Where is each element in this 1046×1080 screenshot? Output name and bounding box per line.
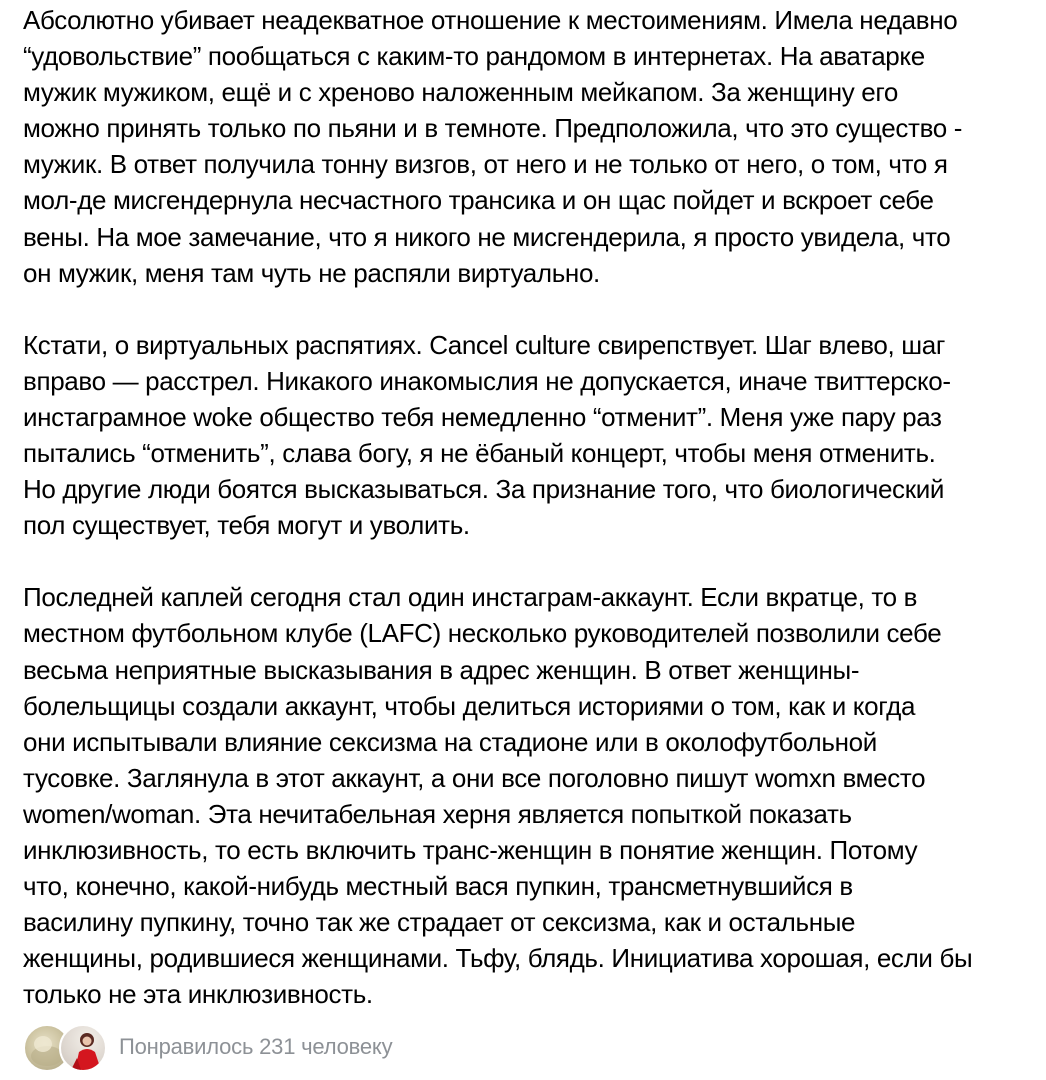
liker-avatars[interactable] [23, 1024, 109, 1070]
text-line: Кстати, о виртуальных распятиях. Cancel culture свирепствует. Шаг влево, шаг [23, 329, 945, 360]
text-line: женщины, родившиеся женщинами. Тьфу, блядь. Инициатива хорошая, если бы [23, 943, 973, 974]
text-line: мужик мужиком, ещё и с хреново наложенным мейкапом. За женщину его [23, 77, 899, 108]
paragraph-gap [23, 543, 1035, 579]
text-line: василину пупкину, точно так же страдает от сексизма, как и остальные [23, 907, 856, 938]
text-line: что, конечно, какой-нибудь местный вася пупкин, трансметнувшийся в [23, 871, 853, 902]
text-line: Последней каплей сегодня стал один инстаграм-аккаунт. Если вкратце, то в [23, 582, 918, 613]
liker-avatar-2[interactable] [59, 1024, 107, 1072]
text-line: Абсолютно убивает неадекватное отношение к местоимениям. Имела недавно [23, 5, 958, 35]
text-line: болельщицы создали аккаунт, чтобы делиться историями о том, как и когда [23, 690, 916, 721]
text-line: он мужик, меня там чуть не распяли виртуально. [23, 257, 600, 288]
text-line: вены. На мое замечание, что я никого не мисгендерила, я просто увидела, что [23, 221, 951, 252]
text-line: пытались “отменить”, слава богу, я не ёбаный концерт, чтобы меня отменить. [23, 438, 936, 469]
paragraph-gap [23, 291, 1035, 327]
likes-count-link[interactable]: Понравилось 231 человеку [119, 1034, 393, 1059]
post-text [23, 2, 1035, 1012]
likes-bar[interactable] [23, 1022, 392, 1072]
text-line: пол существует, тебя могут и уволить. [23, 510, 470, 541]
text-line: “удовольствие” пообщаться с каким-то рандомом в интернетах. На аватарке [23, 41, 925, 72]
text-line: women/woman. Эта нечитабельная херня является попыткой показать [23, 798, 852, 829]
text-line: вправо — расстрел. Никакого инакомыслия не допускается, иначе твиттерско- [23, 365, 951, 396]
text-line: весьма неприятные высказывания в адрес женщин. В ответ женщины- [23, 654, 860, 685]
text-line: мол-де мисгендернула несчастного трансика и он щас пойдет и вскроет себе [23, 185, 934, 216]
post-paragraph-3 [23, 579, 1035, 1012]
text-line: только не эта инклюзивность. [23, 979, 373, 1010]
text-line: инклюзивность, то есть включить транс-женщин в понятие женщин. Потому [23, 834, 918, 865]
text-line: можно принять только по пьяни и в темноте. Предположила, что это существо - [23, 113, 963, 144]
text-line: местном футбольном клубе (LAFC) несколько руководителей позволили себе [23, 618, 942, 649]
text-line: Но другие люди боятся высказываться. За признание того, что биологический [23, 474, 945, 505]
post-paragraph-2 [23, 327, 1035, 544]
red-dress-photo-avatar-icon [61, 1026, 105, 1070]
post-paragraph-1 [23, 2, 1035, 291]
text-line: мужик. В ответ получила тонну визгов, от него и не только от него, о том, что я [23, 149, 948, 180]
text-line: инстаграмное woke общество тебя немедленно “отменит”. Меня уже пару раз [23, 401, 942, 432]
text-line: они испытывали влияние сексизма на стадионе или в околофутбольной [23, 726, 877, 757]
text-line: тусовке. Заглянула в этот аккаунт, а они все поголовно пишут womxn вместо [23, 762, 926, 793]
